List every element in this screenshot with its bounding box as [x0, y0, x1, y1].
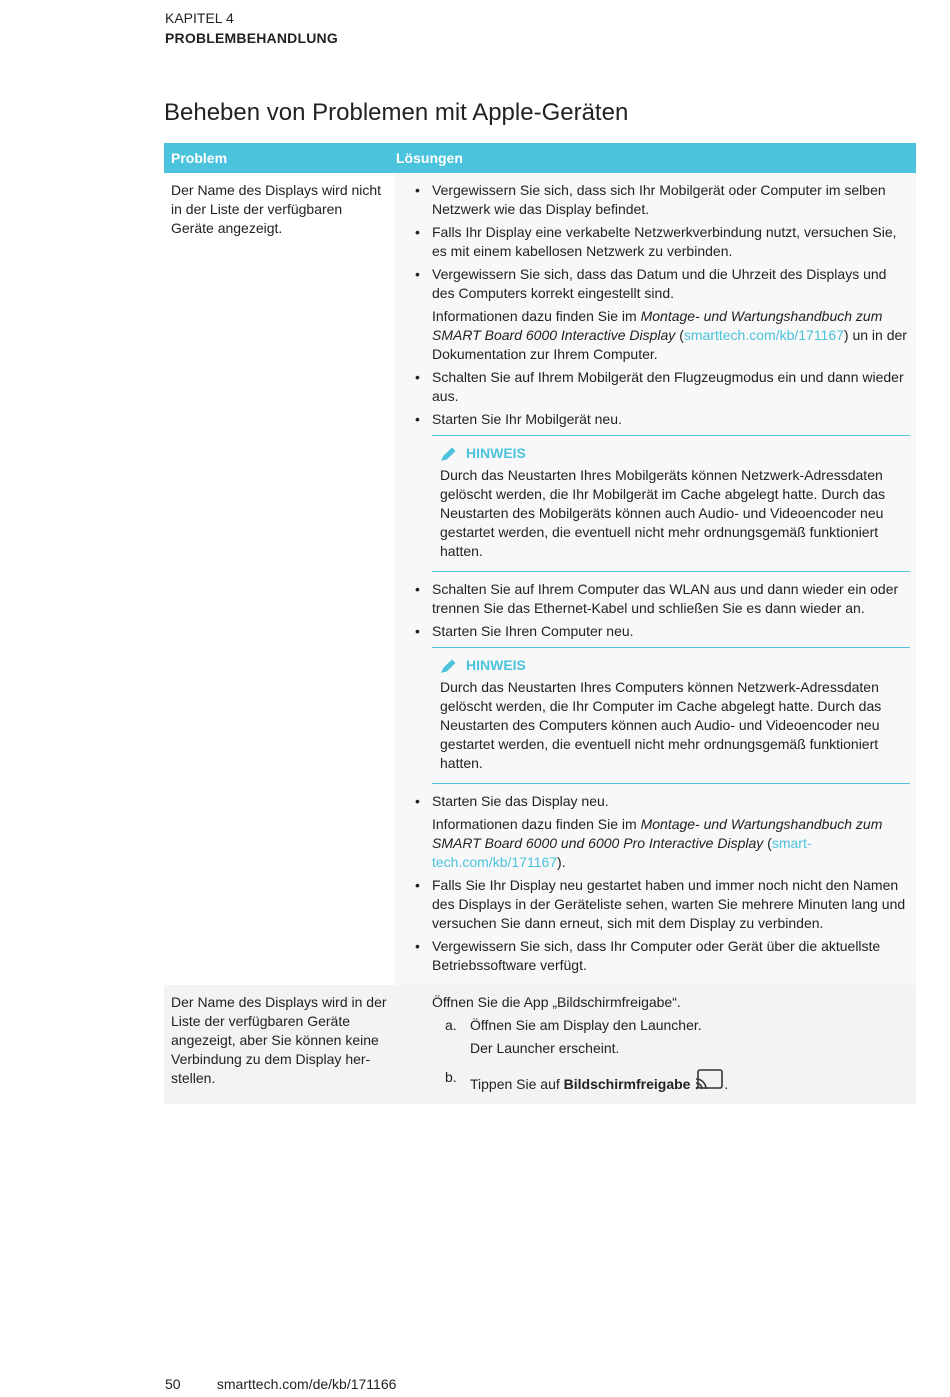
kb-link[interactable]: smarttech.com/kb/171167	[683, 327, 844, 343]
page-footer	[165, 1376, 396, 1392]
page-number: 50	[165, 1376, 181, 1392]
note-heading: HINWEIS	[440, 444, 902, 463]
note-item	[398, 435, 910, 572]
solutions-cell	[394, 173, 916, 985]
kb-link[interactable]: smart-tech.com/kb/171167	[432, 835, 812, 870]
list-item: • Falls Ihr Display eine verkabelte Netzwerkverbindung nutzt, versuchen Sie, es mit einem kabellosen Netzwerk zu verbinden.	[398, 223, 910, 261]
info-reference: Informationen dazu finden Sie im Montage- und Wartungshandbuch zum SMART Board 6000 Interactive Display (smarttech.com/kb/171167) un in der Dokumentation zur Ihrem Computer.	[432, 308, 907, 362]
list-item: • Schalten Sie auf Ihrem Mobilgerät den Flugzeugmodus ein und dann wieder aus.	[398, 368, 910, 406]
problem-cell: Der Name des Displays wird nicht in der Liste der verfügbaren Geräte angezeigt.	[164, 173, 394, 985]
note-heading: HINWEIS	[440, 656, 902, 675]
solution-intro: Öffnen Sie die App „Bildschirmfreigabe“.	[432, 994, 681, 1010]
solutions-cell	[394, 985, 916, 1104]
note-text: Durch das Neustarten Ihres Mobilgeräts können Netzwerk-Adressdaten gelöscht werden, die Ihr Mobilgerät im Cache abgelegt hatte. Durch das Neustarten des Mobilgeräts können auch Audio- und Videoencoder neu gestartet werden, die eventuell nicht mehr ordnungsgemäß funktioniert hatten.	[440, 467, 886, 559]
problem-cell: Der Name des Displays wird in der Liste der verfügbaren Geräte angezeigt, aber Sie können keine Verbindung zu dem Display her-stellen.	[164, 985, 394, 1104]
list-item: • Starten Sie das Display neu. Informationen dazu finden Sie im Montage- und Wartungshandbuch zum SMART Board 6000 und 6000 Pro Interactive Display (smart-tech.com/kb/171167).	[398, 792, 910, 872]
list-item: • Falls Sie Ihr Display neu gestartet haben und immer noch nicht den Namen des Displays in der Geräteliste sehen, warten Sie mehrere Minuten lang und versuchen Sie dann erneut, sich mit dem Display zu verbinden.	[398, 876, 910, 933]
list-item: • Vergewissern Sie sich, dass sich Ihr Mobilgerät oder Computer im selben Netzwerk wie das Display befindet.	[398, 181, 910, 219]
list-item: • Starten Sie Ihren Computer neu.	[398, 622, 910, 641]
troubleshooting-table	[164, 143, 916, 1104]
footer-url: smarttech.com/de/kb/171166	[216, 1376, 397, 1392]
table-row	[164, 173, 916, 985]
pencil-icon	[440, 446, 458, 462]
note-text: Durch das Neustarten Ihres Computers können Netzwerk-Adressdaten gelöscht werden, die Ihr Computer im Cache abgelegt hatte. Durch das Neustarten des Computers können auch Audio- und Videoencoder neu gestartet werden, die eventuell nicht mehr ordnungsgemäß funktioniert hatten.	[440, 679, 882, 771]
table-header-row	[164, 143, 916, 173]
solution-list	[398, 181, 910, 975]
list-item: • Schalten Sie auf Ihrem Computer das WLAN aus und dann wieder ein oder trennen Sie das Ethernet-Kabel und schließen Sie es dann wieder an.	[398, 580, 910, 618]
pencil-icon	[440, 658, 458, 674]
chapter-header	[165, 8, 338, 48]
step-list	[398, 1016, 910, 1094]
step-result: Der Launcher erscheint.	[470, 1040, 620, 1056]
list-item: a. Öffnen Sie am Display den Launcher. Der Launcher erscheint.	[432, 1016, 910, 1058]
column-header-solutions: Lösungen	[394, 143, 916, 173]
page-title: Beheben von Problemen mit Apple-Geräten	[164, 99, 629, 126]
list-item: • Starten Sie Ihr Mobilgerät neu.	[398, 410, 910, 429]
info-reference: Informationen dazu finden Sie im Montage- und Wartungshandbuch zum SMART Board 6000 und 6000 Pro Interactive Display (smart-tech.com/kb/171167).	[432, 816, 883, 870]
note-box	[432, 435, 910, 572]
list-item: b. Tippen Sie auf Bildschirmfreigabe .	[445, 1069, 729, 1092]
chapter-title: PROBLEMBEHANDLUNG	[165, 30, 338, 46]
note-box	[432, 647, 910, 784]
chapter-number: KAPITEL 4	[165, 10, 234, 26]
column-header-problem: Problem	[164, 143, 394, 173]
screen-share-icon	[694, 1068, 724, 1092]
table-row	[164, 985, 916, 1104]
note-item	[398, 647, 910, 784]
list-item: • Vergewissern Sie sich, dass das Datum und die Uhrzeit des Displays und des Computers korrekt eingestellt sind. Informationen dazu finden Sie im Montage- und Wartungshandbuch zum SMART Board 6000 Interactive Display (smarttech.com/kb/171167) un in der Dokumentation zur Ihrem Computer.	[398, 265, 910, 364]
list-item: • Vergewissern Sie sich, dass Ihr Computer oder Gerät über die aktuellste Betriebssoftware verfügt.	[398, 937, 910, 975]
